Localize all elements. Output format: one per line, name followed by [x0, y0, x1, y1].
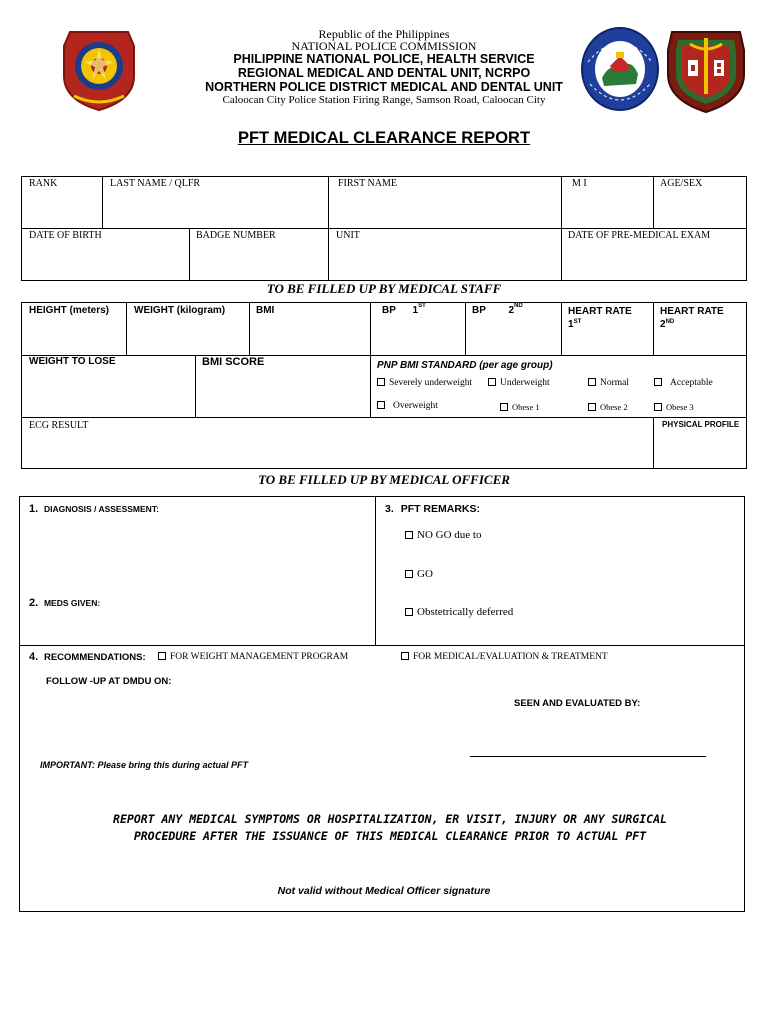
- weight-to-lose-field[interactable]: WEIGHT TO LOSE: [29, 356, 116, 367]
- bp-first-field[interactable]: [382, 305, 426, 316]
- diagnosis-number: 1.: [29, 503, 39, 515]
- middle-initial-field[interactable]: M I: [572, 178, 587, 189]
- checkbox-icon: [654, 403, 662, 411]
- meds-number: 2.: [29, 597, 39, 609]
- rec-option-weight-management[interactable]: [158, 652, 348, 662]
- bmi-option-acceptable-label: Acceptable: [670, 378, 713, 388]
- not-valid-note: Not valid without Medical Officer signature: [277, 885, 491, 897]
- warning-line-2: PROCEDURE AFTER THE ISSUANCE OF THIS MEDICAL CLEARANCE PRIOR TO ACTUAL PFT: [133, 829, 647, 843]
- seen-evaluated-label: SEEN AND EVALUATED BY:: [514, 698, 641, 709]
- bp-first-ordinal-suffix: ST: [418, 303, 426, 309]
- checkbox-icon: [500, 403, 508, 411]
- heart-rate-first-ordinal: 1: [568, 319, 574, 330]
- ecg-result-field[interactable]: ECG RESULT: [29, 420, 89, 431]
- checkbox-icon: [654, 378, 662, 386]
- bmi-option-normal[interactable]: [588, 378, 629, 388]
- bmi-option-normal-label: Normal: [600, 378, 630, 388]
- header-napolcom: NATIONAL POLICE COMMISSION: [291, 39, 477, 53]
- bp-second-label: BP: [472, 305, 486, 316]
- pre-medical-exam-date-field[interactable]: DATE OF PRE-MEDICAL EXAM: [568, 230, 711, 241]
- pft-remarks-number: 3.: [385, 503, 394, 515]
- heart-rate-second-ordinal-suffix: ND: [665, 319, 675, 325]
- pft-remarks-label: PFT REMARKS:: [400, 503, 481, 515]
- bmi-option-acceptable[interactable]: [654, 378, 713, 388]
- pft-option-no-go[interactable]: [405, 529, 481, 541]
- checkbox-icon: [401, 652, 409, 660]
- heart-rate-second-field[interactable]: [660, 305, 724, 331]
- pft-option-go-label: GO: [417, 568, 433, 580]
- bmi-option-overweight[interactable]: [377, 401, 438, 411]
- heart-rate-first-label: HEART RATE: [568, 306, 632, 317]
- pnp-bmi-standard-label: PNP BMI STANDARD (per age group): [377, 360, 553, 371]
- pft-option-obstetrically-deferred-label: Obstetrically deferred: [417, 606, 514, 618]
- checkbox-icon: [377, 378, 385, 386]
- bmi-option-obese-2-label: Obese 2: [600, 402, 628, 412]
- checkbox-icon: [405, 531, 413, 539]
- header-republic: Republic of the Philippines: [318, 27, 450, 41]
- header-address: Caloocan City Police Station Firing Range, Samson Road, Caloocan City: [222, 94, 546, 106]
- bmi-option-obese-2[interactable]: [588, 402, 628, 412]
- date-of-birth-field[interactable]: DATE OF BIRTH: [29, 230, 102, 241]
- rank-field[interactable]: RANK: [29, 178, 58, 189]
- height-field[interactable]: HEIGHT (meters): [29, 305, 110, 316]
- bmi-option-obese-1[interactable]: [500, 402, 540, 412]
- bp-first-label: BP: [382, 305, 396, 316]
- pft-option-no-go-label: NO GO due to: [417, 529, 482, 541]
- pft-option-go[interactable]: [405, 568, 433, 580]
- bmi-score-field[interactable]: BMI SCORE: [202, 356, 265, 368]
- heart-rate-first-field[interactable]: [568, 305, 632, 331]
- age-sex-field[interactable]: AGE/SEX: [660, 178, 703, 189]
- checkbox-icon: [377, 401, 385, 409]
- recommendations-text: RECOMMENDATIONS:: [43, 652, 146, 663]
- recommendations-number: 4.: [29, 651, 39, 663]
- first-name-field[interactable]: FIRST NAME: [338, 178, 397, 189]
- bmi-option-underweight-label: Underweight: [500, 378, 550, 388]
- warning-line-1: REPORT ANY MEDICAL SYMPTOMS OR HOSPITALIZATION, ER VISIT, INJURY OR ANY SURGICAL: [113, 812, 667, 826]
- physical-profile-field[interactable]: PHYSICAL PROFILE: [662, 420, 740, 429]
- header-npd-unit: NORTHERN POLICE DISTRICT MEDICAL AND DENTAL UNIT: [205, 80, 563, 94]
- bmi-option-severely-underweight[interactable]: [377, 378, 472, 388]
- heart-rate-second-ordinal: 2: [660, 319, 666, 330]
- bmi-option-underweight[interactable]: [488, 378, 550, 388]
- heart-rate-first-ordinal-suffix: ST: [573, 319, 582, 325]
- checkbox-icon: [405, 570, 413, 578]
- bmi-option-obese-1-label: Obese 1: [512, 402, 540, 412]
- pft-remarks-field: [385, 503, 480, 515]
- follow-up-field[interactable]: FOLLOW -UP AT DMDU ON:: [46, 676, 172, 687]
- rec-option-medical-evaluation-label: FOR MEDICAL/EVALUATION & TREATMENT: [413, 652, 608, 662]
- bmi-option-severely-underweight-label: Severely underweight: [389, 378, 473, 388]
- weight-field[interactable]: WEIGHT (kilogram): [134, 305, 226, 316]
- rec-option-medical-evaluation[interactable]: [401, 652, 608, 662]
- bp-second-ordinal-suffix: ND: [514, 303, 523, 309]
- header-rmdu: REGIONAL MEDICAL AND DENTAL UNIT, NCRPO: [237, 66, 531, 80]
- bmi-option-overweight-label: Overweight: [393, 401, 438, 411]
- unit-field[interactable]: UNIT: [336, 230, 360, 241]
- checkbox-icon: [588, 378, 596, 386]
- bmi-field[interactable]: BMI: [256, 305, 275, 316]
- bmi-option-obese-3[interactable]: [654, 402, 694, 412]
- page-title: PFT MEDICAL CLEARANCE REPORT: [237, 129, 531, 147]
- meds-label: MEDS GIVEN:: [43, 598, 101, 608]
- signature-line[interactable]: [470, 756, 706, 757]
- checkbox-icon: [405, 608, 413, 616]
- bp-second-ordinal: 2: [508, 305, 515, 316]
- bp-first-ordinal: 1: [412, 305, 419, 316]
- checkbox-icon: [158, 652, 166, 660]
- checkbox-icon: [588, 403, 596, 411]
- bp-second-field[interactable]: [472, 305, 523, 316]
- checkbox-icon: [488, 378, 496, 386]
- rec-option-weight-management-label: FOR WEIGHT MANAGEMENT PROGRAM: [170, 652, 349, 662]
- recommendations-label: [29, 651, 146, 663]
- diagnosis-assessment-field[interactable]: [29, 503, 159, 515]
- badge-number-field[interactable]: BADGE NUMBER: [196, 230, 276, 241]
- diagnosis-label: DIAGNOSIS / ASSESSMENT:: [43, 504, 159, 514]
- pft-option-obstetrically-deferred[interactable]: [405, 606, 513, 618]
- bmi-option-obese-3-label: Obese 3: [666, 402, 694, 412]
- important-note: IMPORTANT: Please bring this during actual PFT: [40, 760, 249, 770]
- heart-rate-second-label: HEART RATE: [660, 306, 724, 317]
- last-name-field[interactable]: LAST NAME / QLFR: [110, 178, 201, 189]
- meds-given-field[interactable]: [29, 597, 100, 609]
- header-pnp-health-service: PHILIPPINE NATIONAL POLICE, HEALTH SERVICE: [233, 52, 535, 66]
- medical-staff-section-heading: TO BE FILLED UP BY MEDICAL STAFF: [266, 281, 502, 296]
- medical-officer-section-heading: TO BE FILLED UP BY MEDICAL OFFICER: [258, 472, 510, 487]
